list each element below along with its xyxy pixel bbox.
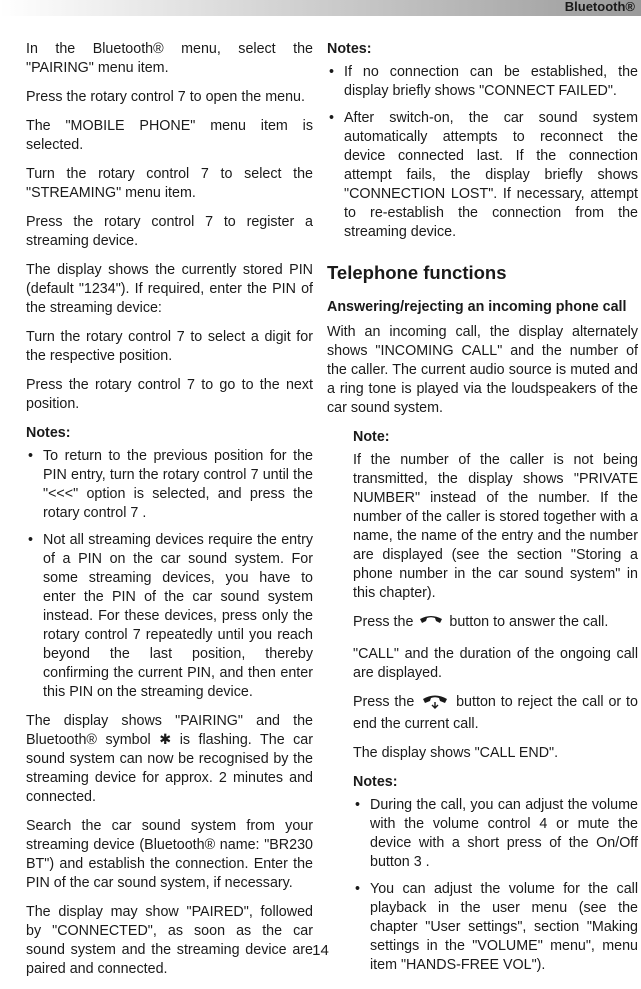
page-number: 14 [312, 942, 329, 959]
paragraph: The display shows "CALL END". [353, 745, 559, 761]
paragraph: "CALL" and the duration of the ongoing call are displayed. [353, 646, 638, 681]
notes-label: Notes: [327, 41, 372, 57]
answer-instruction [353, 613, 638, 635]
header-bar [0, 0, 641, 16]
phone-answer-icon [418, 615, 444, 635]
answer-text-before: Press the [353, 614, 414, 630]
note-item: • During the call, you can adjust the volume with the volume control 4 or mute the device with a short press of the On/Off button 3 . [353, 796, 638, 872]
paragraph: Turn the rotary control 7 to select a digit for the respective position. [26, 329, 313, 364]
paragraph: The display shows the currently stored PIN (default "1234"). If required, enter the PIN of the streaming device: [26, 262, 313, 316]
reject-text-before: Press the [353, 694, 415, 710]
answer-text-after: button to answer the call. [449, 614, 609, 630]
reject-instruction [353, 693, 638, 734]
paragraph: The display shows "PAIRING" and the Bluetooth® symbol ✱ is flashing. The car sound system can now be recognised by the streaming device for approx. 2 minutes and connected. [26, 713, 313, 805]
paragraph: The "MOBILE PHONE" menu item is selected. [26, 118, 313, 153]
note-item: • Not all streaming devices require the entry of a PIN on the car sound system. For some streaming devices, you have to enter the PIN of the car sound system instead. For these devices, press only the rotary control 7 repeatedly until you reach beyond the last position, thereby confirming the current PIN, and then enter this PIN on the streaming device. [26, 531, 313, 702]
notes-label: Notes: [26, 425, 71, 441]
paragraph: With an incoming call, the display alternately shows "INCOMING CALL" and the number of the caller. The current audio source is muted and a ring tone is played via the loudspeakers of the car sound system. [327, 324, 638, 416]
note-text: If the number of the caller is not being transmitted, the display shows "PRIVATE NUMBER" instead of the number. If the number of the caller is stored together with a name, the name of the entry and the number are displayed (see the section "Storing a phone number in the car sound system" in this chapter). [353, 452, 638, 601]
paragraph: Turn the rotary control 7 to select the "STREAMING" menu item. [26, 166, 313, 201]
note-item: • You can adjust the volume for the call playback in the user menu (see the chapter "User settings", section "Making settings in the "VOLUME" menu", menu item "HANDS-FREE VOL"). [353, 880, 638, 975]
subsection-title: Answering/rejecting an incoming phone call [327, 299, 627, 315]
notes-label: Notes: [353, 774, 398, 790]
paragraph: Search the car sound system from your streaming device (Bluetooth® name: "BR230 BT") and establish the connection. Enter the PIN of the car sound system, if necessary. [26, 818, 313, 891]
paragraph: Press the rotary control 7 to register a streaming device. [26, 214, 313, 249]
paragraph: The display may show "PAIRED", followed by "CONNECTED", as soon as the car sound system and the streaming device are paired and connected. [26, 904, 313, 977]
left-column [26, 40, 313, 989]
phone-reject-icon [420, 693, 450, 715]
notes-list [327, 63, 638, 242]
paragraph: Press the rotary control 7 to go to the next position. [26, 377, 313, 412]
header-title: Bluetooth® [564, 0, 635, 14]
notes-list [26, 447, 313, 702]
note-item: • If no connection can be established, the display briefly shows "CONNECT FAILED". [327, 63, 638, 101]
note-label: Note: [353, 429, 390, 445]
section-title: Telephone functions [327, 262, 507, 283]
note-item: • After switch-on, the car sound system automatically attempts to reconnect the device connected last. If the connection attempt fails, the display briefly shows "CONNECTION LOST". If necessary, attempt to re-establish the connection from the streaming device. [327, 109, 638, 242]
paragraph: In the Bluetooth® menu, select the "PAIRING" menu item. [26, 41, 313, 76]
paragraph: Press the rotary control 7 to open the menu. [26, 89, 305, 105]
indented-block [327, 428, 638, 763]
reject-text-after: button to reject the call or to end the current call. [353, 694, 638, 732]
note-item: • To return to the previous position for the PIN entry, turn the rotary control 7 until the "<<<" option is selected, and press the rotary control 7 . [26, 447, 313, 523]
right-column [327, 40, 638, 985]
